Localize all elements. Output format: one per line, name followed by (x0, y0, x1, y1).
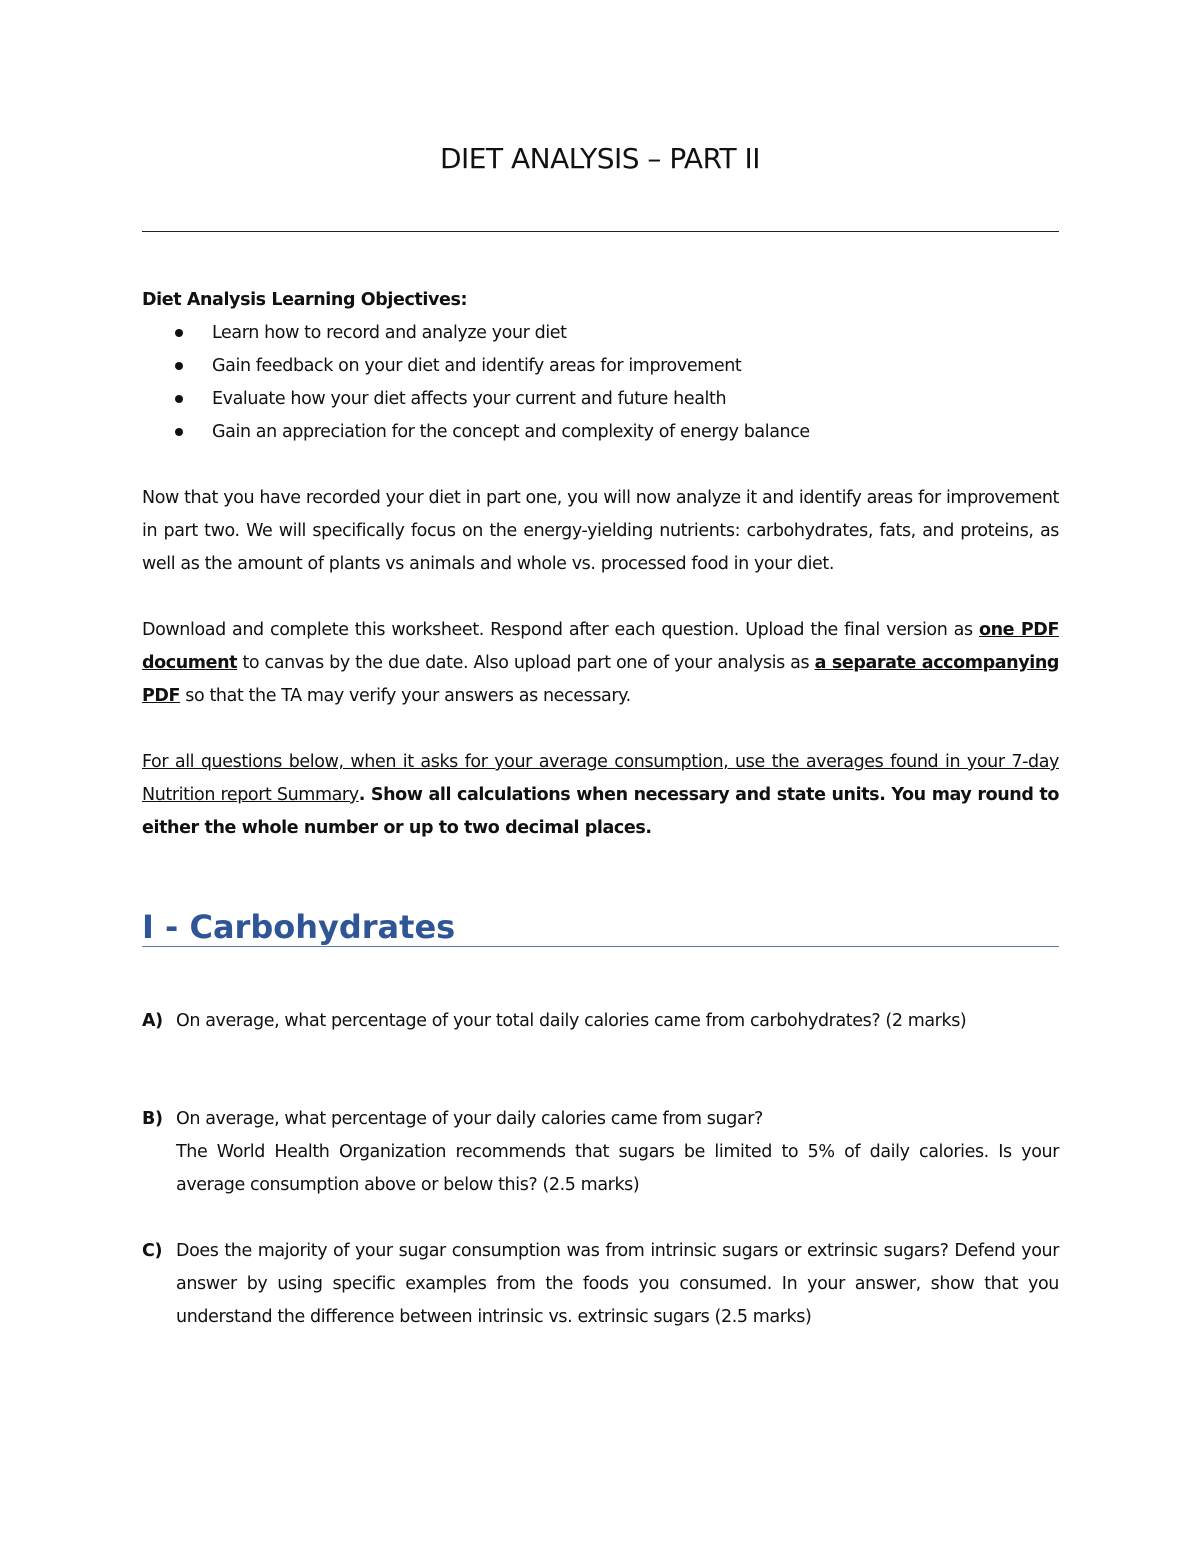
objective-item (142, 317, 1059, 350)
document-body (142, 284, 1059, 845)
bullet-icon (175, 362, 183, 370)
objective-text: Gain an appreciation for the concept and complexity of energy balance (212, 422, 810, 442)
section-divider (142, 946, 1059, 947)
bullet-icon (175, 329, 183, 337)
one-pdf-emphasis: one PDF document (142, 620, 1059, 673)
objective-item (142, 350, 1059, 383)
question-label: B) (142, 1109, 163, 1129)
objective-text: Evaluate how your diet affects your current and future health (212, 389, 727, 409)
document-title: DIET ANALYSIS – PART II (439, 142, 761, 175)
title-divider (142, 231, 1059, 232)
averages-note-bold: . Show all calculations when necessary and state units. You may round to either the whole number or up to two decimal places. (142, 785, 1059, 838)
question-line: On average, what percentage of your daily calories came from sugar? (176, 1109, 763, 1129)
bullet-icon (175, 395, 183, 403)
question-b (142, 1103, 1059, 1202)
question-c (142, 1235, 1059, 1334)
question-line: The World Health Organization recommends that sugars be limited to 5% of daily calories. Is your average consumption above or below this? (2.5 marks) (176, 1142, 1059, 1195)
instructions-text: so that the TA may verify your answers as necessary. (180, 686, 631, 706)
question-text (176, 1235, 1059, 1334)
objective-item (142, 383, 1059, 416)
instructions-text: to canvas by the due date. Also upload part one of your analysis as (237, 653, 815, 673)
separate-pdf-emphasis: a separate accompanying PDF (142, 653, 1059, 706)
question-line: Does the majority of your sugar consumption was from intrinsic sugars or extrinsic sugars? Defend your answer by using specific examples from the foods you consumed. In your answer, show that you understand the difference between intrinsic vs. extrinsic sugars (2.5 marks) (176, 1241, 1059, 1327)
intro-paragraph: Now that you have recorded your diet in part one, you will now analyze it and identify areas for improvement in part two. We will specifically focus on the energy-yielding nutrients: carbohydrates, fats, and proteins, as well as the amount of plants vs animals and whole vs. processed food in your diet. (142, 488, 1059, 574)
bullet-icon (175, 428, 183, 436)
instructions-paragraph (142, 614, 1059, 713)
averages-note (142, 746, 1059, 845)
objective-item (142, 416, 1059, 449)
question-text (176, 1005, 1059, 1038)
objectives-list (142, 317, 1059, 449)
instructions-text: Download and complete this worksheet. Respond after each question. Upload the final version as (142, 620, 979, 640)
objective-text: Learn how to record and analyze your diet (212, 323, 567, 343)
question-label: A) (142, 1011, 163, 1031)
question-text (176, 1103, 1059, 1202)
objectives-heading: Diet Analysis Learning Objectives: (142, 290, 468, 310)
section-heading-carbohydrates: I - Carbohydrates (142, 908, 456, 946)
objective-text: Gain feedback on your diet and identify areas for improvement (212, 356, 742, 376)
question-line: On average, what percentage of your total daily calories came from carbohydrates? (2 marks) (176, 1011, 967, 1031)
question-a (142, 1005, 1059, 1038)
question-label: C) (142, 1241, 163, 1261)
averages-note-underlined: For all questions below, when it asks for your average consumption, use the averages found in your 7-day Nutrition report Summary (142, 752, 1059, 805)
